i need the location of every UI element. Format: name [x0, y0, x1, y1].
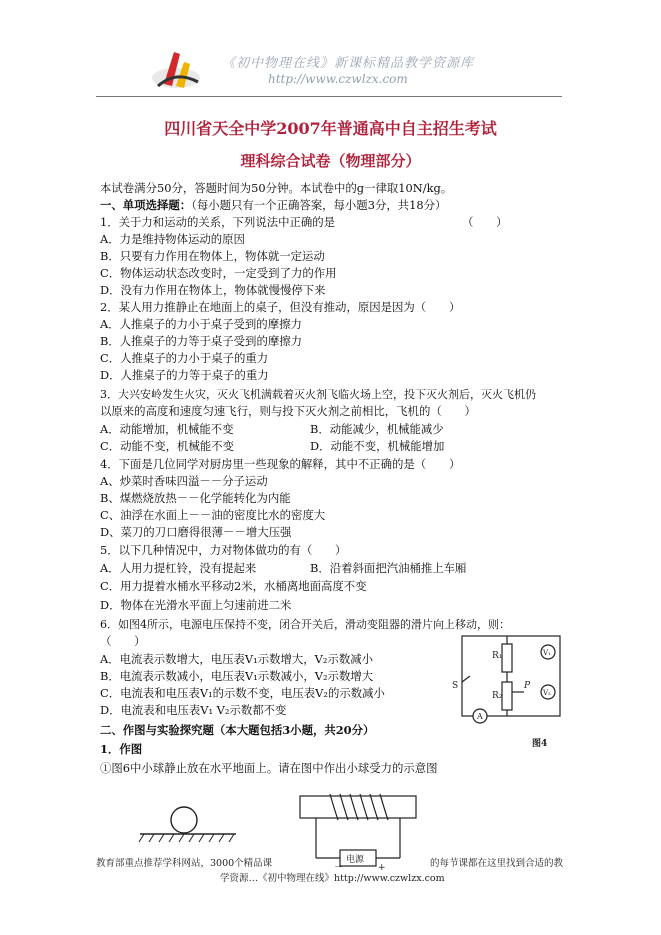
q1-option-b: B．只要有力作用在物体上，物体就一定运动: [100, 249, 325, 263]
q3-option-d: D．动能不变，机械能增加: [310, 439, 445, 453]
q6-option-a: A．电流表示数增大，电压表V₁示数增大，V₂示数减小: [100, 652, 374, 666]
q2-stem: 2．某人用力推静止在地面上的桌子，但没有推动，原因是因为（ ）: [100, 300, 461, 314]
q5-option-a: A．人用力提杠铃，没有提起来: [100, 561, 257, 575]
section2-item1: ①图6中小球静止放在水平地面上。请在图中作出小球受力的示意图: [100, 761, 438, 775]
intro-text: 本试卷满分50分，答题时间为50分钟。本试卷中的g一律取10N/kg。: [100, 181, 453, 195]
q3-stem-line2: 以原来的高度和速度匀速飞行，则与投下灭火剂之前相比，飞机的（ ）: [100, 404, 476, 418]
fig4-v1-label: V₁: [543, 649, 551, 657]
power-minus-terminal: －: [334, 863, 344, 870]
site-logo: [150, 48, 202, 92]
q4-option-c: C、油浮在水面上－－油的密度比水的密度大: [100, 508, 326, 522]
q2-option-b: B．人推桌子的力等于桌子受到的摩擦力: [100, 334, 303, 348]
q6-answer-blank: （ ）: [100, 634, 146, 648]
power-supply-label: 电源: [346, 855, 365, 865]
figure-4-circuit: [452, 630, 572, 750]
section2-heading: 二、作图与实验探究题（本大题包括3小题，共20分）: [100, 723, 375, 737]
q1-option-d: D．没有力作用在物体上，物体就慢慢停下来: [100, 283, 326, 297]
q5-stem: 5．以下几种情况中，力对物体做功的有（ ）: [100, 543, 347, 557]
q5-option-d: D．物体在光滑水平面上匀速前进二米: [100, 598, 292, 612]
q3-option-c: C．动能不变，机械能不变: [100, 439, 235, 453]
fig4-switch-label: S: [452, 681, 459, 691]
section1-heading-line: [100, 197, 446, 214]
q2-option-c: C．人推桌子的力小于桌子的重力: [100, 351, 269, 365]
section1-heading: 一、单项选择题：: [100, 198, 192, 212]
figure-solenoid-circuit: [296, 780, 426, 870]
exam-subtitle: 理科综合试卷（物理部分）: [240, 152, 421, 170]
q6-stem: 6．如图4所示，电源电压保持不变，闭合开关后，滑动变阻器的滑片向上移动，则：: [100, 618, 510, 631]
q2-option-a: A．人推桌子的力小于桌子受到的摩擦力: [100, 317, 302, 331]
q3-stem-line1: 3．大兴安岭发生火灾，灭火飞机满载着灭火剂飞临火场上空，投下灭火剂后，灭火飞机仍: [100, 388, 536, 401]
footer-left-text: 教育部重点推荐学科网站，3000个精品课: [96, 858, 273, 869]
fig4-v2-label: V₂: [543, 689, 551, 697]
fig4-slider-label: P: [524, 681, 531, 691]
footer-right-text: 的每节课都在这里找到合适的教: [430, 858, 564, 869]
q6-option-b: B．电流表示数减小，电压表V₁示数减小，V₂示数增大: [100, 669, 374, 683]
q5-option-c: C．用力提着水桶水平移动2米，水桶离地面高度不变: [100, 579, 367, 593]
site-name: 《初中物理在线》新课标精品教学资源库: [222, 56, 475, 71]
site-url[interactable]: http://www.czwlzx.com: [268, 72, 408, 86]
section2-sub1: 1．作图: [100, 742, 143, 756]
section1-note: （每小题只有一个正确答案，每小题3分，共18分）: [191, 198, 447, 212]
q5-option-b: B．沿着斜面把汽油桶推上车厢: [310, 561, 467, 575]
q4-option-a: A、炒菜时香味四溢－－分子运动: [100, 474, 268, 488]
q1-answer-blank: （ ）: [462, 215, 508, 229]
q6-option-c: C．电流表和电压表V₁的示数不变，电压表V₂的示数减小: [100, 686, 385, 700]
q4-option-b: B、煤燃烧放热－－化学能转化为内能: [100, 491, 291, 505]
footer-line2: 学资源…《初中物理在线》http://www.czwlzx.com: [220, 873, 445, 884]
fig4-r2-label: R₂: [492, 691, 503, 701]
q1-option-a: A．力是维持物体运动的原因: [100, 232, 245, 246]
power-plus-terminal: +: [378, 863, 386, 870]
q3-option-b: B．动能减少，机械能减少: [310, 422, 444, 436]
q1-stem: 1．关于力和运动的关系，下列说法中正确的是: [100, 215, 336, 229]
exam-title: 四川省天全中学2007年普通高中自主招生考试: [164, 119, 497, 138]
fig4-r1-label: R₁: [492, 651, 503, 661]
q4-option-d: D、菜刀的刀口磨得很薄－－增大压强: [100, 525, 292, 539]
header-divider: [96, 96, 562, 97]
q4-stem: 4．下面是几位同学对厨房里一些现象的解释，其中不正确的是（ ）: [100, 457, 461, 471]
fig4-ammeter-label: A: [477, 712, 483, 721]
q1-option-c: C．物体运动状态改变时，一定受到了力的作用: [100, 266, 337, 280]
q3-option-a: A．动能增加，机械能不变: [100, 422, 234, 436]
q2-option-d: D．人推桌子的力等于桌子的重力: [100, 368, 269, 382]
figure-6-ball-on-ground: [136, 800, 240, 848]
figure-4-label: 图4: [532, 739, 548, 749]
q6-option-d: D．电流表和电压表V₁ V₂示数都不变: [100, 703, 287, 717]
